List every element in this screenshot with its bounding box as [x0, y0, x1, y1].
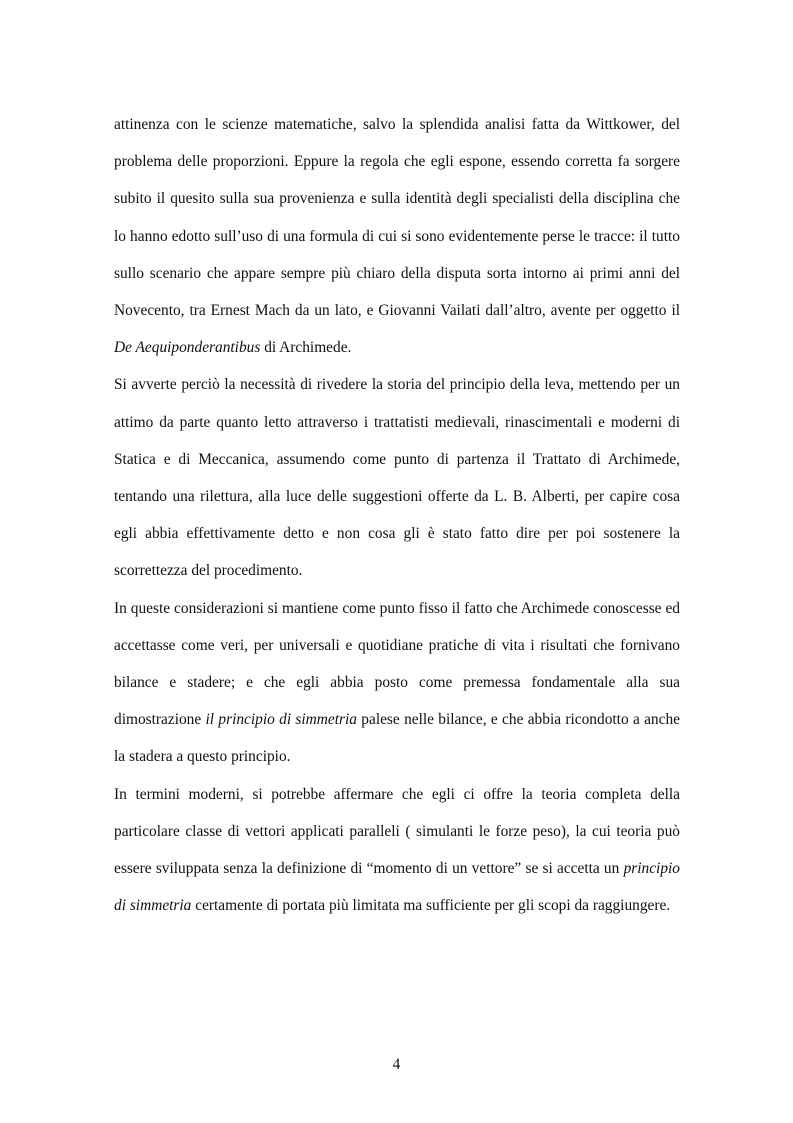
- paragraph-1-text-2: di Archimede.: [260, 339, 352, 357]
- paragraph-3-italic-term: il principio di simmetria: [205, 711, 357, 729]
- page-number: 4: [392, 1056, 401, 1073]
- paragraph-4-italic-term: principio di simmetria: [114, 860, 680, 915]
- paragraph-1-text-1: attinenza con le scienze matematiche, salvo la splendida analisi fatta da Wittkower, del problema delle proporzioni. Eppure la regola che egli espone, essendo corretta fa sorgere subito il quesito sulla sua provenienza e sulla identità degli specialisti della disciplina che lo hanno edotto sull’uso di una formula di cui si sono evidentemente perse le tracce: il tutto sullo scenario che appare sempre più chiaro della disputa sorta intorno ai primi anni del Novecento, tra Ernest Mach da un lato, e Giovanni Vailati dall’altro, avente per oggetto il: [114, 116, 680, 320]
- paragraph-2: [114, 366, 680, 589]
- paragraph-1-italic-title: De Aequiponderantibus: [114, 339, 261, 357]
- paragraph-4: [114, 776, 680, 925]
- paragraph-1: [114, 106, 680, 366]
- paragraph-4-text-1: In termini moderni, si potrebbe affermare che egli ci offre la teoria completa della particolare classe di vettori applicati paralleli ( simulanti le forze peso), la cui teoria può essere sviluppata senza la definizione di “momento di un vettore” se si accetta un: [114, 785, 680, 878]
- paragraph-2-text: Si avverte perciò la necessità di rivedere la storia del principio della leva, mettendo per un attimo da parte quanto letto attraverso i trattatisti medievali, rinascimentali e moderni di Statica e di Meccanica, assumendo come punto di partenza il Trattato di Archimede, tentando una rilettura, alla luce delle suggestioni offerte da L. B. Alberti, per capire cosa egli abbia effettivamente detto e non cosa gli è stato fatto dire per poi sostenere la scorrettezza del procedimento.: [114, 376, 680, 580]
- document-body: [114, 106, 680, 924]
- paragraph-4-text-2: certamente di portata più limitata ma sufficiente per gli scopi da raggiungere.: [191, 897, 671, 915]
- paragraph-3: [114, 590, 680, 776]
- paragraph-3-text-2: palese nelle bilance, e che abbia ricondotto a anche la stadera a questo principio.: [114, 711, 680, 766]
- paragraph-3-text-1: In queste considerazioni si mantiene come punto fisso il fatto che Archimede conoscesse ed accettasse come veri, per universali e quotidiane pratiche di vita i risultati che fornivano bilance e stadere; e che egli abbia posto come premessa fondamentale alla sua dimostrazione: [114, 599, 680, 729]
